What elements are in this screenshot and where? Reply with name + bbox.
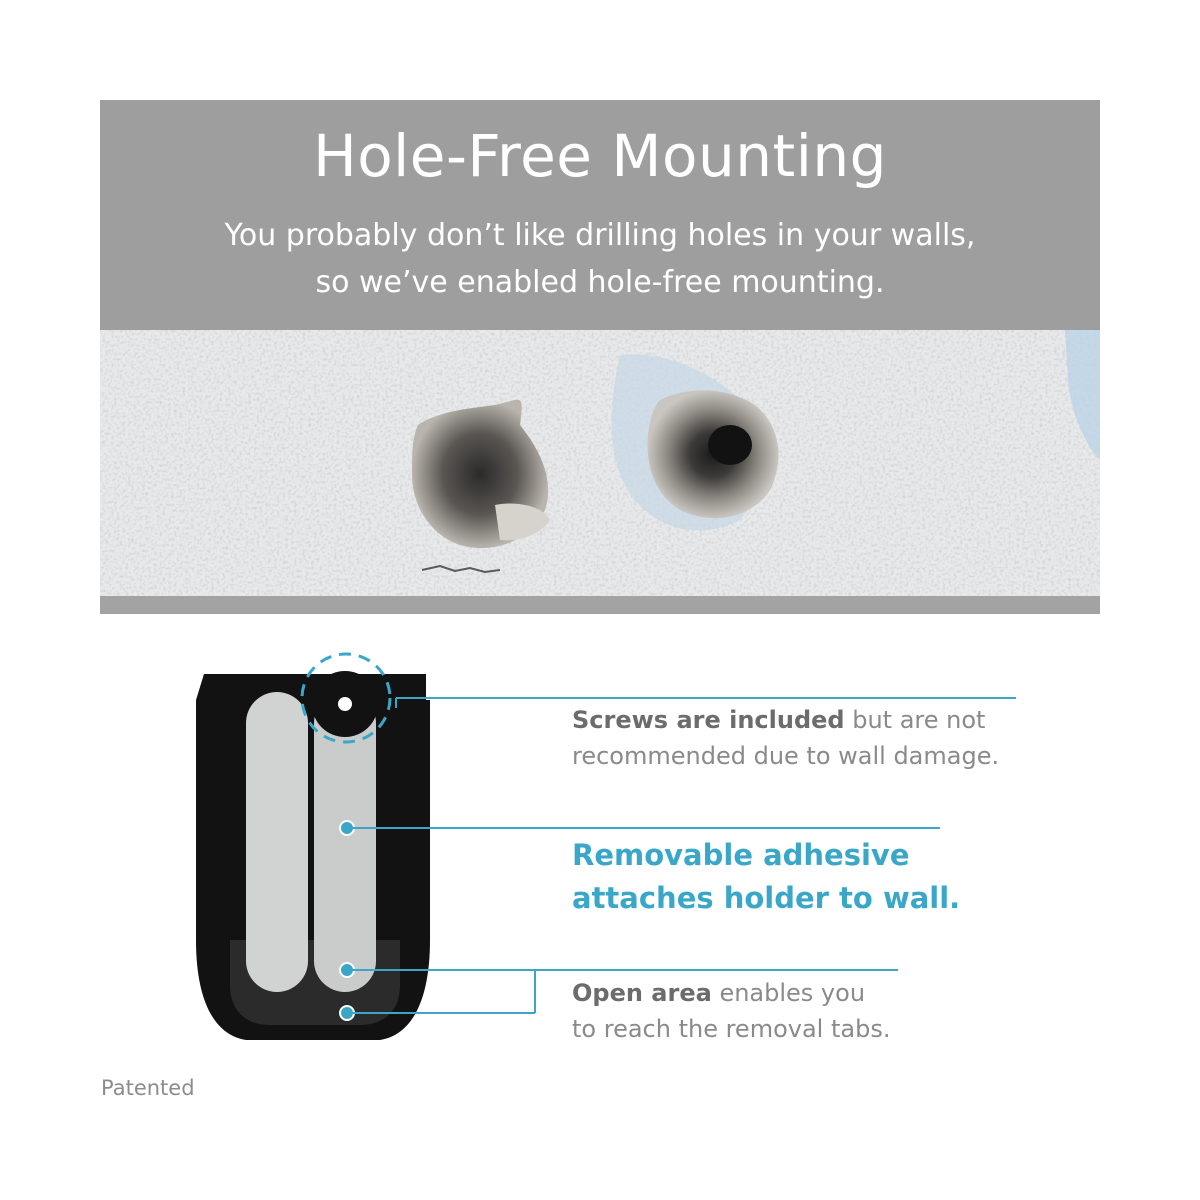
patented-note: Patented	[101, 1076, 195, 1100]
header-band	[100, 100, 1100, 330]
page-title: Hole-Free Mounting	[313, 122, 887, 190]
callout-open-rest: enables you	[711, 979, 866, 1007]
callout-screws	[572, 702, 999, 774]
callout-adhesive-line-2: attaches holder to wall.	[572, 881, 961, 915]
callout-screws-line-2: recommended due to wall damage.	[572, 742, 1000, 770]
subtitle-line-2: so we’ve enabled hole-free mounting.	[315, 265, 885, 300]
drilled-holes-in-wall-photo	[100, 330, 1100, 600]
photo-divider-bar	[100, 596, 1100, 614]
callout-screws-line-1	[572, 702, 999, 738]
callout-screws-rest: but are not	[844, 706, 986, 734]
callout-open-strong: Open area	[572, 979, 712, 1007]
wall-holder-product-illustration	[190, 640, 550, 1060]
callout-adhesive-line-1: Removable adhesive	[572, 838, 910, 872]
callout-screws-strong: Screws are included	[572, 706, 845, 734]
subtitle-line-1: You probably don’t like drilling holes in your walls,	[224, 218, 976, 253]
page-subtitle	[100, 212, 1100, 306]
screw-hole-icon	[338, 697, 352, 711]
callout-open-line-1	[572, 975, 890, 1011]
callout-adhesive	[572, 834, 960, 920]
adhesive-strip-left	[246, 692, 308, 992]
callout-open-area	[572, 975, 890, 1047]
wall-texture-image	[100, 330, 1100, 600]
callout-open-line-2: to reach the removal tabs.	[572, 1015, 891, 1043]
